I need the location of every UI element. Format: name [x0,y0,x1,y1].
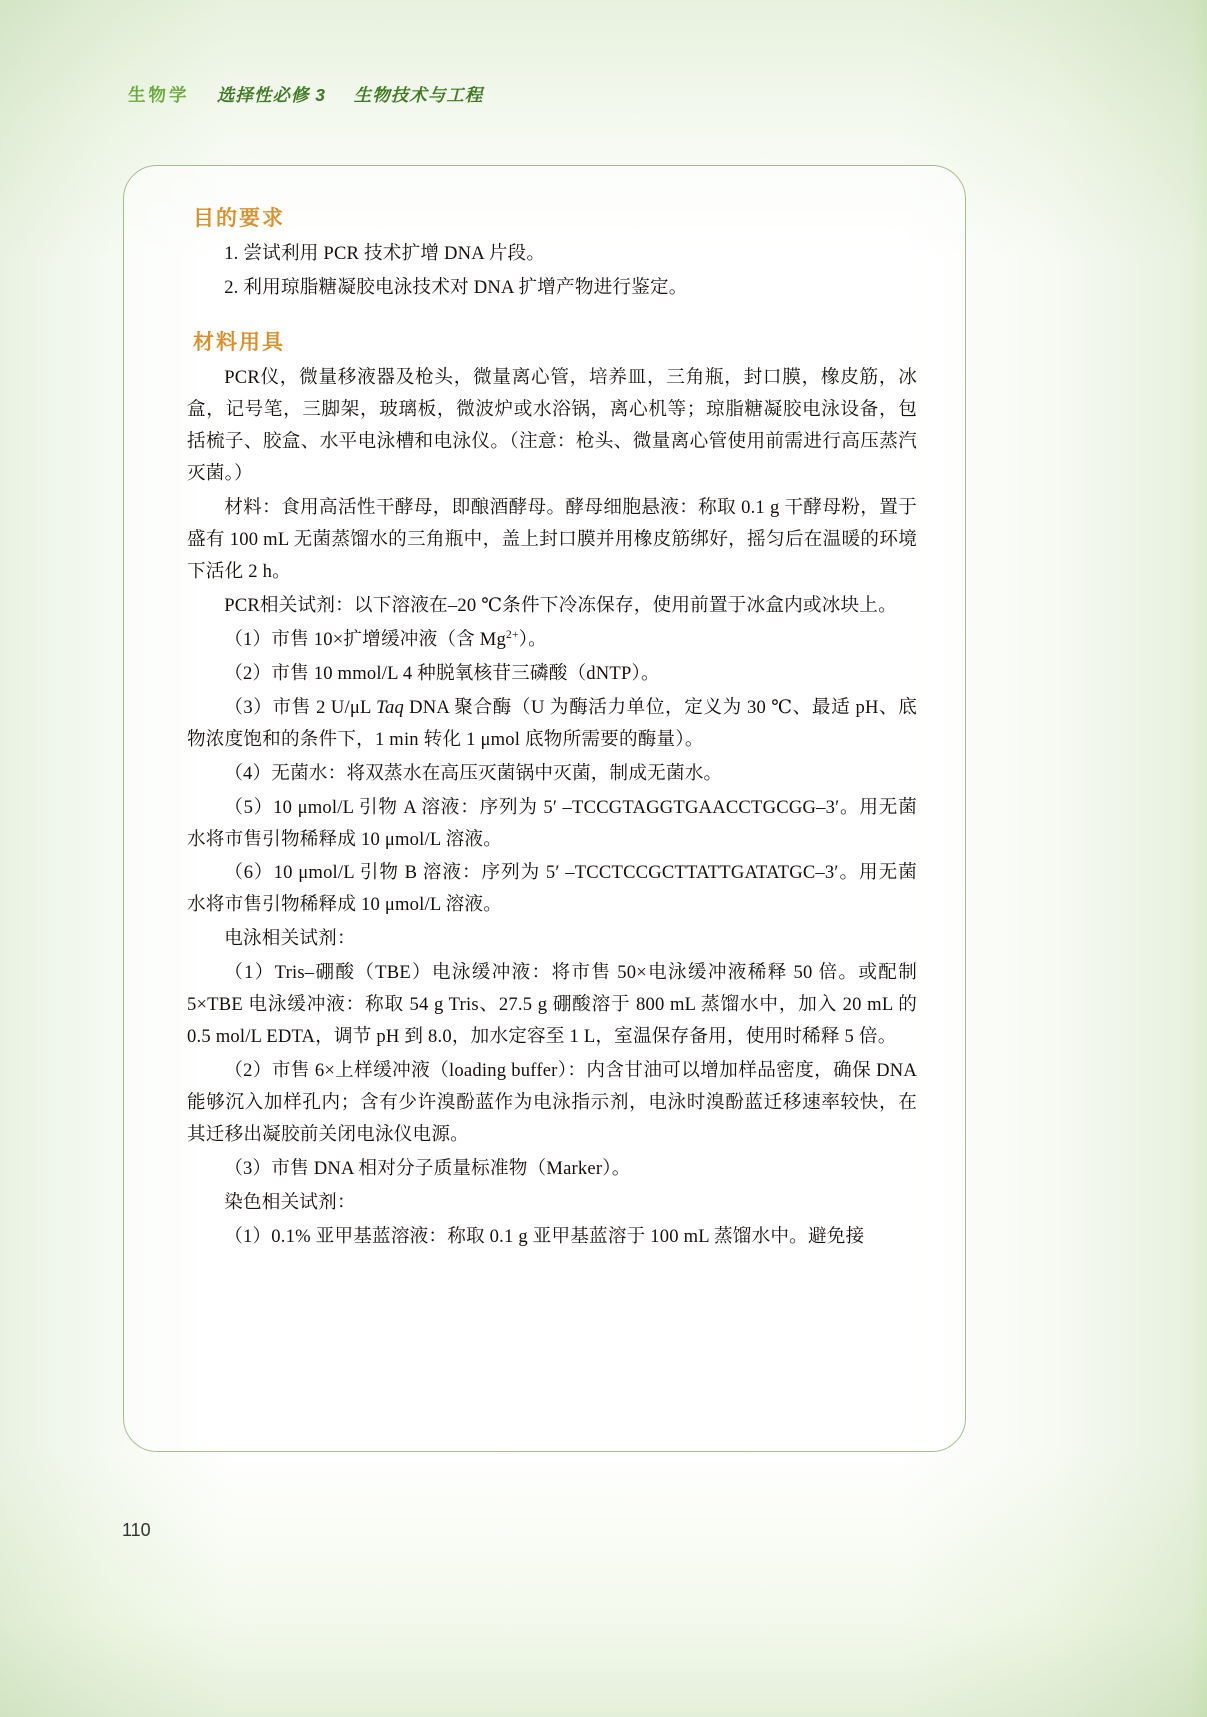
materials-paragraph-pcr-reagents: PCR相关试剂：以下溶液在–20 ℃条件下冷冻保存，使用前置于冰盒内或冰块上。 [224,594,897,616]
pcr-reagent-item-6: （6）10 μmol/L 引物 B 溶液：序列为 5′ –TCCTCCGCTTATTGATATGC–3′。用无菌水将市售引物稀释成 10 μmol/L 溶液。 [187,862,917,916]
header-subject: 生物学 [128,85,190,105]
pcr-reagent-item-4: （4）无菌水：将双蒸水在高压灭菌锅中灭菌，制成无菌水。 [224,762,723,784]
objective-item-2: 2. 利用琼脂糖凝胶电泳技术对 DNA 扩增产物进行鉴定。 [224,276,688,298]
electrophoresis-reagent-item-2: （2）市售 6×上样缓冲液（loading buffer）：内含甘油可以增加样品密度，确保 DNA 能够沉入加样孔内；含有少许溴酚蓝作为电泳指示剂，电泳时溴酚蓝迁移速率较快，在其迁移出凝胶前关闭电泳仪电源。 [187,1060,917,1146]
electrophoresis-reagents-heading: 电泳相关试剂： [224,928,356,950]
section-title-objectives: 目的要求 [193,207,285,230]
staining-reagent-item-1: （1）0.1% 亚甲基蓝溶液：称取 0.1 g 亚甲基蓝溶于 100 mL 蒸馏水中。避免接 [224,1226,865,1248]
staining-reagents-heading: 染色相关试剂： [224,1192,356,1214]
content-body [187,202,917,1255]
pcr-reagent-item-3: （3）市售 2 U/μL Taq DNA 聚合酶（U 为酶活力单位，定义为 30 ℃、最适 pH、底物浓度饱和的条件下，1 min 转化 1 μmol 底物所需要的酶量）。 [187,696,918,750]
content-card [123,165,966,1452]
pcr-reagent-item-5: （5）10 μmol/L 引物 A 溶液：序列为 5′ –TCCGTAGGTGAACCTGCGG–3′。用无菌水将市售引物稀释成 10 μmol/L 溶液。 [187,796,917,850]
objective-item-1: 1. 尝试利用 PCR 技术扩增 DNA 片段。 [224,243,546,264]
header-course-sub: 生物技术与工程 [353,85,484,105]
electrophoresis-reagent-item-3: （3）市售 DNA 相对分子质量标准物（Marker）。 [224,1158,631,1180]
header-course-label: 选择性必修 3 [216,85,326,105]
materials-paragraph-yeast: 材料：食用高活性干酵母，即酿酒酵母。酵母细胞悬液：称取 0.1 g 干酵母粉，置于盛有 100 mL 无菌蒸馏水的三角瓶中，盖上封口膜并用橡皮筋绑好，摇匀后在温暖的环境下活化 2 h。 [187,496,917,582]
section-title-materials: 材料用具 [193,330,285,354]
pcr-reagent-item-1: （1）市售 10×扩增缓冲液（含 $Mg^{2+}$）。 [224,628,547,650]
materials-paragraph-equipment: PCR仪，微量移液器及枪头，微量离心管，培养皿，三角瓶，封口膜，橡皮筋，冰盒，记号笔，三脚架，玻璃板，微波炉或水浴锅，离心机等；琼脂糖凝胶电泳设备，包括梳子、胶盒、水平电泳槽和电泳仪。（注意：枪头、微量离心管使用前需进行高压蒸汽灭菌。） [187,366,917,484]
electrophoresis-reagent-item-1: （1）Tris–硼酸（TBE）电泳缓冲液：将市售 50×电泳缓冲液稀释 50 倍。或配制 5×TBE 电泳缓冲液：称取 54 g Tris、27.5 g 硼酸溶于 800 mL 蒸馏水中，加入 20 mL 的 0.5 mol/L EDTA，调节 pH 到 8.0，加水定容至 1 L，室温保存备用，使用时稀释 5 倍。 [187,962,917,1048]
pcr-reagent-item-2: （2）市售 10 mmol/L 4 种脱氧核苷三磷酸（dNTP）。 [224,662,660,684]
page-number: 110 [122,1520,151,1540]
page-header [128,82,483,107]
header-course [217,85,483,105]
